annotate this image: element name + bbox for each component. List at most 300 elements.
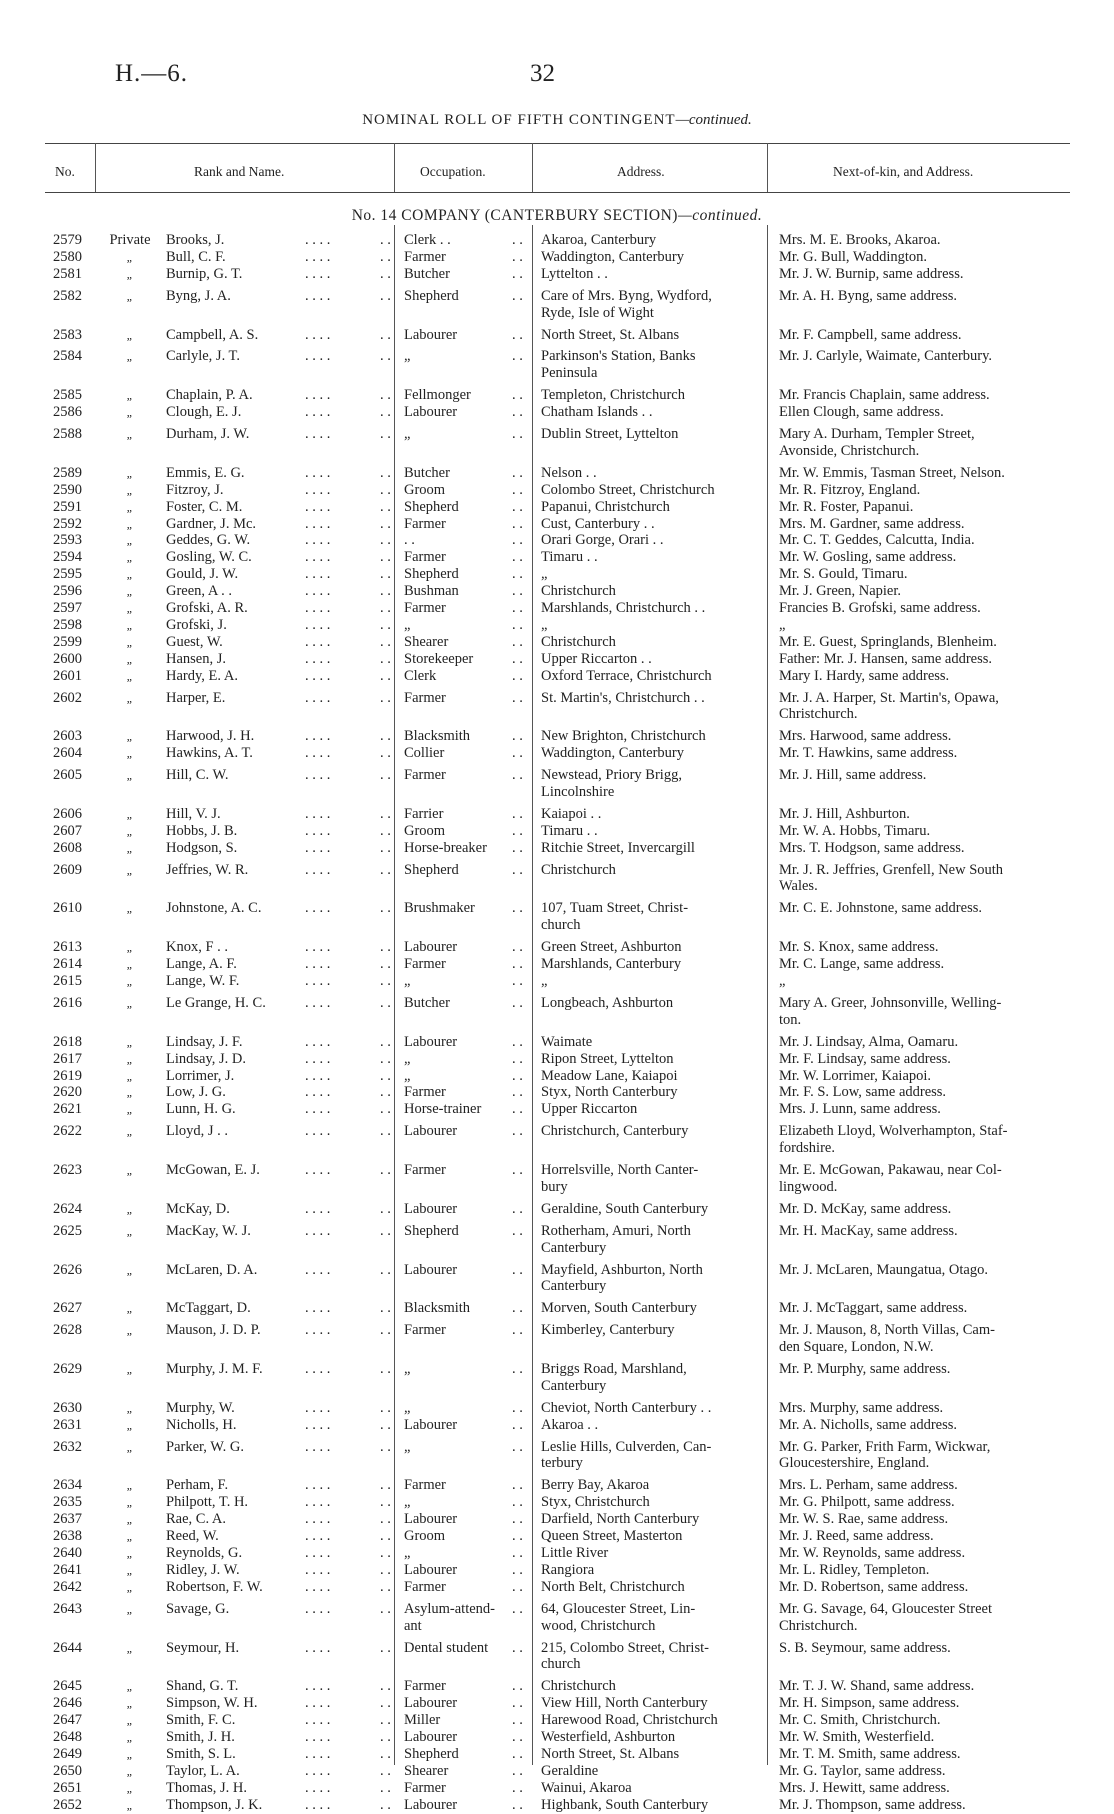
dot-leader: . .	[380, 1261, 391, 1278]
address: New Brighton, Christchurch	[541, 728, 706, 745]
occupation: Labourer	[404, 1033, 458, 1050]
document-reference: H.—6.	[115, 60, 189, 87]
dot-leader: . .	[512, 1261, 523, 1278]
dot-leader: . .	[512, 583, 523, 600]
occupation: Shearer	[404, 1762, 449, 1779]
occupation: „	[404, 1438, 411, 1455]
column-header-address: Address.	[617, 164, 665, 179]
rank: „	[126, 840, 134, 855]
next-of-kin: Mr. D. McKay, same address.	[779, 1200, 952, 1217]
next-of-kin: Mr. G. Savage, 64, Gloucester Street	[779, 1600, 993, 1617]
dot-leader: . .	[512, 1695, 523, 1712]
next-of-kin: Mr. C. T. Geddes, Calcutta, India.	[779, 532, 975, 549]
address: Christchurch	[541, 1678, 616, 1695]
dot-leader: . .	[380, 265, 391, 282]
rank: „	[126, 465, 134, 480]
dot-leader: . .	[512, 326, 523, 343]
dot-leader: . . . .	[305, 426, 331, 442]
row-number: 2652	[53, 1796, 82, 1813]
address-continued: Canterbury	[541, 1377, 607, 1394]
row-number: 2604	[53, 745, 82, 762]
soldier-name: Savage, G.	[166, 1600, 230, 1617]
dot-leader: . .	[512, 839, 523, 856]
dot-leader: . . . .	[305, 1695, 331, 1712]
dot-leader: . .	[512, 1322, 523, 1339]
occupation-continued: ant	[404, 1617, 422, 1634]
dot-leader: . .	[380, 1050, 391, 1067]
dot-leader: . . . .	[305, 1084, 331, 1101]
soldier-name: Smith, F. C.	[166, 1712, 236, 1729]
column-divider-rank	[394, 143, 395, 192]
dot-leader: . .	[512, 1511, 523, 1528]
dot-leader: . .	[380, 387, 391, 404]
dot-leader: . . . .	[305, 689, 331, 706]
dot-leader: . .	[512, 973, 523, 989]
soldier-name: Hill, V. J.	[166, 805, 221, 822]
address: Upper Riccarton	[541, 1101, 638, 1118]
address-continued: bury	[541, 1178, 568, 1195]
dot-leader: . .	[380, 689, 391, 706]
dot-leader: . . . .	[305, 1416, 331, 1433]
next-of-kin: Mr. J. A. Harper, St. Martin's, Opawa,	[779, 689, 999, 706]
dot-leader: . . . .	[305, 805, 331, 822]
rank: „	[126, 1085, 134, 1100]
dot-leader: . .	[512, 633, 523, 650]
dot-leader: . . . .	[305, 498, 331, 515]
dot-leader: . . . .	[305, 822, 331, 839]
occupation: „	[404, 1545, 411, 1561]
rank: „	[126, 516, 134, 531]
rank: „	[126, 1529, 134, 1544]
row-number: 2638	[53, 1528, 82, 1545]
address: Morven, South Canterbury	[541, 1300, 697, 1317]
dot-leader: . .	[380, 549, 391, 566]
dot-leader: . .	[512, 1033, 523, 1050]
soldier-name: Lindsay, J. D.	[166, 1050, 247, 1067]
dot-leader: . .	[512, 1361, 523, 1377]
dot-leader: . . . .	[305, 939, 331, 956]
dot-leader: . .	[512, 566, 523, 583]
dot-leader: . .	[380, 600, 391, 616]
next-of-kin: Mr. J. Thompson, same address.	[779, 1796, 966, 1813]
next-of-kin: Mr. S. Knox, same address.	[779, 939, 939, 956]
dot-leader: . .	[512, 1729, 523, 1745]
dot-leader: . .	[512, 767, 523, 784]
occupation: Horse-trainer	[404, 1101, 482, 1118]
occupation: Labourer	[404, 1200, 458, 1217]
occupation: Groom	[404, 481, 446, 498]
next-of-kin-continued: den Square, London, N.W.	[779, 1339, 934, 1356]
dot-leader: . . . .	[305, 1578, 331, 1595]
dot-leader: . .	[380, 767, 391, 784]
dot-leader: . .	[380, 861, 391, 878]
address: 64, Gloucester Street, Lin-	[541, 1600, 696, 1617]
next-of-kin: Mr. C. Lange, same address.	[779, 956, 945, 973]
dot-leader: . . . .	[305, 1222, 331, 1239]
column-divider-no	[95, 143, 96, 192]
rank: „	[126, 427, 134, 441]
next-of-kin: Mr. W. Gosling, same address.	[779, 549, 957, 566]
occupation: Storekeeper	[404, 650, 474, 667]
address-continued: church	[541, 1656, 581, 1673]
dot-leader: . .	[512, 498, 523, 515]
occupation: Collier	[404, 745, 445, 762]
row-number: 2617	[53, 1050, 82, 1067]
occupation: „	[404, 616, 411, 633]
row-number: 2635	[53, 1494, 82, 1511]
row-number: 2647	[53, 1712, 82, 1729]
soldier-name: Rae, C. A.	[166, 1511, 227, 1528]
next-of-kin: Mr. W. Emmis, Tasman Street, Nelson.	[779, 464, 1005, 481]
row-number: 2608	[53, 839, 82, 856]
dot-leader: . .	[512, 1477, 523, 1494]
next-of-kin: Mr. L. Ridley, Templeton.	[779, 1561, 930, 1578]
row-number: 2640	[53, 1545, 82, 1561]
rank: „	[126, 601, 134, 615]
next-of-kin: Mr. W. Smith, Westerfield.	[779, 1729, 935, 1745]
soldier-name: Byng, J. A.	[166, 287, 231, 304]
occupation: Butcher	[404, 265, 450, 282]
row-number: 2603	[53, 728, 82, 745]
row-number: 2632	[53, 1438, 82, 1455]
address: Upper Riccarton . .	[541, 650, 652, 667]
occupation: Farmer	[404, 956, 446, 973]
occupation: Labourer	[404, 1261, 458, 1278]
next-of-kin: Mr. C. Smith, Christchurch.	[779, 1712, 941, 1729]
dot-leader: . .	[512, 481, 523, 498]
dot-leader: . .	[512, 861, 523, 878]
soldier-name: Thomas, J. H.	[166, 1779, 247, 1796]
address: Akaroa, Canterbury	[541, 232, 657, 248]
rank: „	[126, 768, 134, 783]
next-of-kin: Mr. A. Nicholls, same address.	[779, 1416, 958, 1433]
address: Orari Gorge, Orari . .	[541, 532, 664, 549]
address: Berry Bay, Akaroa	[541, 1477, 650, 1494]
dot-leader: . .	[380, 1762, 391, 1779]
rank: „	[126, 1201, 134, 1216]
dot-leader: . . . .	[305, 1494, 331, 1511]
rank: „	[126, 1400, 134, 1415]
dot-leader: . .	[512, 265, 523, 282]
dot-leader: . . . .	[305, 839, 331, 856]
soldier-name: Shand, G. T.	[166, 1678, 239, 1695]
occupation: Farmer	[404, 515, 446, 532]
occupation: Farrier	[404, 805, 444, 822]
occupation: „	[404, 348, 411, 365]
soldier-name: Ridley, J. W.	[166, 1561, 240, 1578]
next-of-kin-continued: Avonside, Christchurch.	[779, 442, 920, 459]
address: St. Martin's, Christchurch . .	[541, 689, 705, 706]
row-number: 2634	[53, 1477, 82, 1494]
next-of-kin-continued: fordshire.	[779, 1140, 835, 1157]
soldier-name: Durham, J. W.	[166, 426, 250, 442]
row-number: 2637	[53, 1511, 82, 1528]
soldier-name: Robertson, F. W.	[166, 1578, 263, 1595]
dot-leader: . . . .	[305, 728, 331, 745]
address: Briggs Road, Marshland,	[541, 1361, 687, 1377]
row-number: 2619	[53, 1067, 82, 1084]
soldier-name: Campbell, A. S.	[166, 326, 259, 343]
occupation: Clerk . .	[404, 232, 451, 248]
address: Akaroa . .	[541, 1416, 599, 1433]
rank: „	[126, 1417, 134, 1432]
dot-leader: . .	[512, 426, 523, 442]
next-of-kin-continued: Wales.	[779, 878, 818, 895]
address: Westerfield, Ashburton	[541, 1729, 676, 1745]
next-of-kin: Mr. J. R. Jeffries, Grenfell, New South	[779, 861, 1004, 878]
row-number: 2629	[53, 1361, 82, 1377]
next-of-kin: Mrs. T. Hodgson, same address.	[779, 839, 965, 856]
soldier-name: Hill, C. W.	[166, 767, 229, 784]
dot-leader: . . . .	[305, 583, 331, 600]
rank: „	[126, 288, 134, 303]
dot-leader: . .	[380, 326, 391, 343]
next-of-kin: Mr. W. Reynolds, same address.	[779, 1545, 966, 1561]
dot-leader: . .	[512, 745, 523, 762]
next-of-kin: Mr. E. McGowan, Pakawau, near Col-	[779, 1162, 1002, 1178]
dot-leader: . .	[380, 1712, 391, 1729]
row-number: 2584	[53, 348, 82, 365]
soldier-name: Knox, F . .	[166, 939, 229, 956]
column-divider-address	[767, 143, 768, 192]
dot-leader: . .	[512, 248, 523, 265]
dot-leader: . . . .	[305, 404, 331, 421]
rank: „	[126, 1068, 134, 1083]
dot-leader: . . . .	[305, 1511, 331, 1528]
address: Nelson . .	[541, 464, 597, 481]
dot-leader: . .	[512, 287, 523, 304]
dot-leader: . .	[380, 1162, 391, 1178]
occupation: Blacksmith	[404, 728, 471, 745]
dot-leader: . .	[512, 1639, 523, 1656]
address: „	[541, 616, 548, 633]
rank: „	[126, 729, 134, 744]
dot-leader: . .	[380, 426, 391, 442]
column-header-nok: Next-of-kin, and Address.	[833, 164, 974, 179]
occupation: Farmer	[404, 1779, 446, 1796]
dot-leader: . .	[380, 1416, 391, 1433]
dot-leader: . . . .	[305, 633, 331, 650]
soldier-name: Geddes, G. W.	[166, 532, 251, 549]
address-continued: Canterbury	[541, 1278, 607, 1295]
dot-leader: . . . .	[305, 616, 331, 633]
dot-leader: . . . .	[305, 1639, 331, 1656]
dot-leader: . .	[512, 1438, 523, 1455]
dot-leader: . .	[512, 1561, 523, 1578]
soldier-name: MacKay, W. J.	[166, 1222, 251, 1239]
address: View Hill, North Canterbury	[541, 1695, 708, 1712]
soldier-name: Gosling, W. C.	[166, 549, 252, 566]
row-number: 2645	[53, 1678, 82, 1695]
dot-leader: . . . .	[305, 1729, 331, 1745]
address: Kaiapoi . .	[541, 805, 602, 822]
rank: „	[126, 1512, 134, 1527]
dot-leader: . .	[380, 1494, 391, 1511]
rank: „	[126, 1102, 134, 1117]
soldier-name: Grofski, A. R.	[166, 600, 248, 616]
dot-leader: . .	[380, 839, 391, 856]
dot-leader: . .	[380, 667, 391, 684]
dot-leader: . .	[512, 1779, 523, 1796]
rank: „	[126, 1439, 134, 1454]
row-number: 2620	[53, 1084, 82, 1101]
next-of-kin: Mr. H. Simpson, same address.	[779, 1695, 960, 1712]
dot-leader: . . . .	[305, 745, 331, 762]
soldier-name: Parker, W. G.	[166, 1438, 244, 1455]
soldier-name: Burnip, G. T.	[166, 265, 243, 282]
occupation: „	[404, 426, 411, 442]
soldier-name: Perham, F.	[166, 1477, 229, 1494]
dot-leader: . .	[380, 956, 391, 973]
dot-leader: . .	[380, 1123, 391, 1140]
row-number: 2641	[53, 1561, 82, 1578]
address: Colombo Street, Christchurch	[541, 481, 715, 498]
row-number: 2618	[53, 1033, 82, 1050]
next-of-kin: Mr. J. Lindsay, Alma, Oamaru.	[779, 1033, 959, 1050]
dot-leader: . . . .	[305, 667, 331, 684]
row-number: 2624	[53, 1200, 82, 1217]
next-of-kin: Mr. R. Fitzroy, England.	[779, 481, 921, 498]
address: Rangiora	[541, 1561, 595, 1578]
occupation: Farmer	[404, 549, 446, 566]
address-continued: Peninsula	[541, 365, 598, 382]
soldier-name: Simpson, W. H.	[166, 1695, 258, 1712]
rank: „	[126, 1579, 134, 1594]
dot-leader: . . . .	[305, 532, 331, 549]
dot-leader: . . . .	[305, 248, 331, 265]
row-number: 2648	[53, 1729, 82, 1745]
dot-leader: . .	[512, 1796, 523, 1813]
row-number: 2628	[53, 1322, 82, 1339]
next-of-kin: Mr. T. J. W. Shand, same address.	[779, 1678, 975, 1695]
soldier-name: Murphy, W.	[166, 1399, 235, 1416]
dot-leader: . . . .	[305, 1322, 331, 1339]
row-number: 2580	[53, 248, 82, 265]
rank: „	[126, 1262, 134, 1277]
soldier-name: Reynolds, G.	[166, 1545, 243, 1561]
soldier-name: Bull, C. F.	[166, 248, 226, 265]
dot-leader: . .	[380, 1438, 391, 1455]
rank: „	[126, 1323, 134, 1338]
row-number: 2596	[53, 583, 82, 600]
dot-leader: . . . .	[305, 1745, 331, 1762]
dot-leader: . .	[380, 232, 391, 248]
address: „	[541, 566, 548, 583]
dot-leader: . .	[380, 481, 391, 498]
rank: „	[126, 349, 134, 364]
dot-leader: . . . .	[305, 650, 331, 667]
address: Lyttelton . .	[541, 265, 608, 282]
body-divider-occupation	[532, 225, 533, 1765]
dot-leader: . .	[380, 973, 391, 989]
dot-leader: . . . .	[305, 515, 331, 532]
rank: „	[126, 1546, 134, 1560]
dot-leader: . .	[380, 1578, 391, 1595]
rank: „	[126, 617, 134, 632]
occupation: Miller	[404, 1712, 441, 1729]
rank: „	[126, 1495, 134, 1510]
page-title	[0, 112, 1114, 129]
rank: „	[126, 668, 134, 683]
occupation: „	[404, 1361, 411, 1377]
dot-leader: . .	[380, 348, 391, 365]
address: Christchurch, Canterbury	[541, 1123, 689, 1140]
rank: „	[126, 1051, 134, 1066]
row-number: 2600	[53, 650, 82, 667]
next-of-kin: Mr. J. Mauson, 8, North Villas, Cam-	[779, 1322, 995, 1339]
row-number: 2642	[53, 1578, 82, 1595]
occupation: Farmer	[404, 1578, 446, 1595]
dot-leader: . . . .	[305, 481, 331, 498]
occupation: Farmer	[404, 1162, 446, 1178]
dot-leader: . .	[512, 956, 523, 973]
next-of-kin: „	[779, 616, 786, 633]
address-continued: Lincolnshire	[541, 783, 615, 800]
dot-leader: . .	[380, 1222, 391, 1239]
next-of-kin-continued: ton.	[779, 1011, 802, 1028]
row-number: 2586	[53, 404, 82, 421]
dot-leader: . .	[512, 994, 523, 1011]
dot-leader: . .	[380, 1322, 391, 1339]
address: North Belt, Christchurch	[541, 1578, 685, 1595]
dot-leader: . .	[380, 1639, 391, 1656]
rank: „	[126, 1034, 134, 1049]
address: Geraldine	[541, 1762, 599, 1779]
rank: „	[126, 823, 134, 838]
row-number: 2594	[53, 549, 82, 566]
address: Longbeach, Ashburton	[541, 994, 674, 1011]
dot-leader: . .	[512, 348, 523, 365]
soldier-name: Lange, A. F.	[166, 956, 237, 973]
soldier-name: Grofski, J.	[166, 616, 227, 633]
next-of-kin: Mr. H. MacKay, same address.	[779, 1222, 958, 1239]
dot-leader: . .	[380, 805, 391, 822]
next-of-kin: Mrs. Murphy, same address.	[779, 1399, 944, 1416]
dot-leader: . .	[380, 616, 391, 633]
dot-leader: . . . .	[305, 767, 331, 784]
address: Newstead, Priory Brigg,	[541, 767, 682, 784]
next-of-kin: Mrs. Harwood, same address.	[779, 728, 952, 745]
soldier-name: Nicholls, H.	[166, 1416, 237, 1433]
section-main: No. 14 COMPANY (CANTERBURY SECTION)	[351, 207, 678, 224]
soldier-name: Taylor, L. A.	[166, 1762, 240, 1779]
dot-leader: . .	[380, 1067, 391, 1084]
occupation: Farmer	[404, 689, 446, 706]
dot-leader: . .	[512, 1162, 523, 1178]
next-of-kin: Mr. W. Lorrimer, Kaiapoi.	[779, 1067, 932, 1084]
next-of-kin: Mr. R. Foster, Papanui.	[779, 498, 914, 515]
dot-leader: . . . .	[305, 1101, 331, 1118]
dot-leader: . .	[512, 1084, 523, 1101]
dot-leader: . . . .	[305, 900, 331, 917]
dot-leader: . .	[380, 1545, 391, 1561]
occupation: Labourer	[404, 1796, 458, 1813]
dot-leader: . .	[512, 1528, 523, 1545]
dot-leader: . . . .	[305, 1067, 331, 1084]
rank: „	[126, 1746, 134, 1761]
dot-leader: . .	[380, 728, 391, 745]
rank: „	[126, 327, 134, 342]
title-main: NOMINAL ROLL OF FIFTH CONTINGENT	[362, 112, 676, 128]
dot-leader: . .	[380, 1600, 391, 1617]
soldier-name: Guest, W.	[166, 633, 223, 650]
address: Oxford Terrace, Christchurch	[541, 667, 712, 684]
dot-leader: . . . .	[305, 956, 331, 973]
next-of-kin: S. B. Seymour, same address.	[779, 1639, 951, 1656]
soldier-name: Lange, W. F.	[166, 973, 240, 989]
address: Highbank, South Canterbury	[541, 1796, 709, 1813]
address: North Street, St. Albans	[541, 1745, 680, 1762]
